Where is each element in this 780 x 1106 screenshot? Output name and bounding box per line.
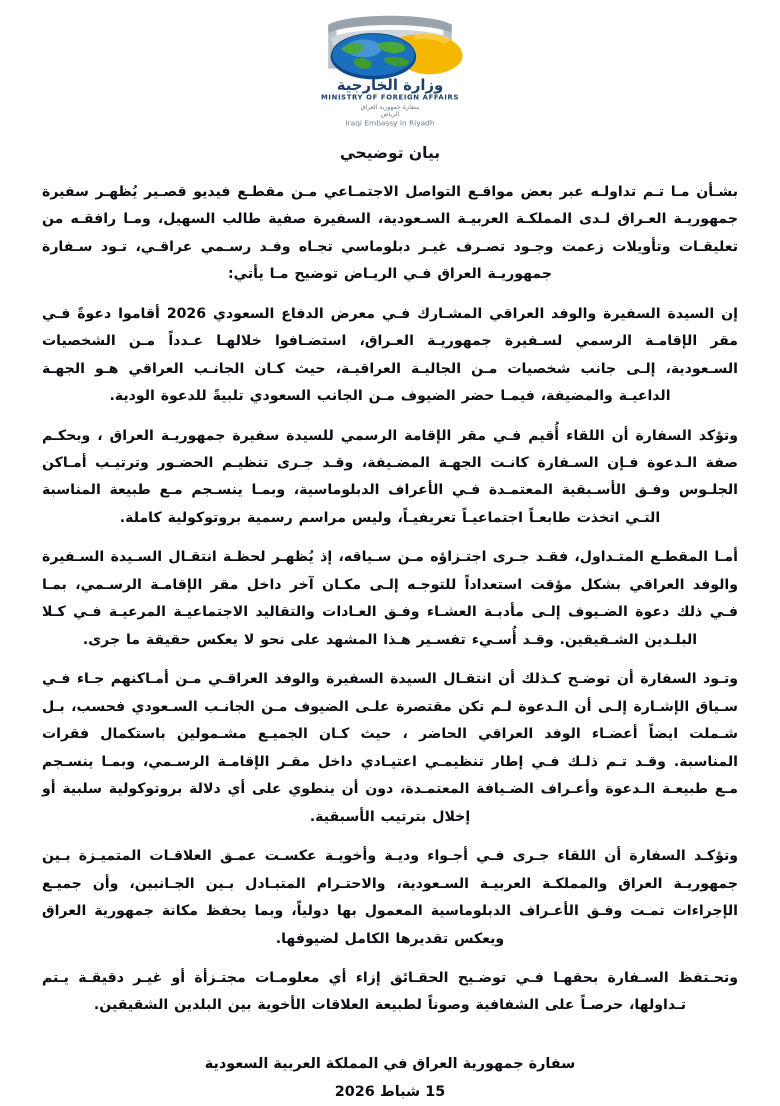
letterhead [0,0,780,130]
paragraph-2: إن السيدة السفيرة والوفد العراقي المشـارك فـي معرض الدفاع السعودي 2026 أقاموا دعوةً فـي مقر الإقامـة الرسمي لسـفيرة جمهوريـة العـراق، استضـافوا خلالهـا عـدداً مـن الشخصيات السـعودية، إلـى جانب شخصيات مـن الجاليـة العراقيـة، حيث كـان الجانـب العراقي هـو الجهـة الداعيـة والمضيفة، فيمـا حضر الضيوف مـن الجانب السعودي تلبيةً للدعوة الودية. [42,305,738,405]
paragraph-4: أمـا المقطـع المتـداول، فقـد جـرى اجتـزاؤه مـن سـياقه، إذ يُظهـر لحظـة انتقـال السـيدة السـفيرة والوفد العراقي بشكل مؤقت استعداداً للتوجـه إلـى مكـان آخر داخل مقر الإقامـة الرسـمي، بمـا فـي ذلك دعوة الضـيوف إلـى مأدبـة العشـاء وفـق العـادات والتقاليد الاجتماعيـة المرعيـة فـي كـلا البلـدين الشـقيقين. وقـد أُسـيء تفسـير هـذا المشهد على نحو لا يعكس حقيقة ما جرى. [42,549,738,648]
emblem-english-ministry: MINISTRY OF FOREIGN AFFAIRS [320,93,460,102]
emblem-arabic-ministry: وزارة الخارجية [336,77,444,94]
emblem-arabic-city: الرياض [380,111,400,119]
paragraph-1: بشـأن مـا تـم تداولـه عبر بعض مواقـع التواصل الاجتمـاعي مـن مقطـع فيديو قصـير يُظهـر سفيرة جمهوريـة العـراق لـدى المملكـة العربيـة السـعودية، السفيرة صفية طالب السهيل، ومـا رافقـه من تعليقـات وتأويلات زعمت وجـود تصـرف غيـر دبلوماسي تجـاه وفـد رسـمي عراقـي، تـود سـفارة جمهوريـة العراق فـي الريـاض توضيح مـا يأتي: [42,183,738,283]
paragraph-3: وتؤكد السفارة أن اللقاء أُقيم فـي مقر الإقامة الرسمي للسيدة سفيرة جمهوريـة العراق ، وبحكـم صفة الـدعوة فـإن السـفارة كانـت الجهـة المضـيفة، وقـد جـرى تنظيـم الحضـور وترتيـب أمـاكن الجلـوس وفـق الأسـبقية المعتمـدة فـي الأعراف الدبلوماسية، وبمـا ينسـجم مـع طبيعة المناسبة التـي اتخذت طابعـاً اجتماعيـاً تعريفيـاً، وليس مراسم رسمية بروتوكولية كاملة. [42,427,738,526]
paragraph-6: وتؤكـد السفارة أن اللقاء جـرى فـي أجـواء وديـة وأخويـة عكسـت عمـق العلاقـات المتميـزة بـين جمهوريـة العراق والمملكـة العربيـة السـعودية، والاحتـرام المتبـادل بـين الجـانبين، وأن جميـع الإجراءات تمـت وفـق الأعـراف الدبلوماسية المعمول بها دولياً، وبما يحفظ مكانة جمهورية العراق ويعكس تقديرها الكامل لضيوفها. [42,848,738,947]
signature-authority: سفارة جمهورية العراق في المملكة العربية السعودية [204,1055,576,1072]
page-title: بيان توضيحي [339,143,441,162]
emblem-english-embassy: Iraqi Embassy in Riyadh [345,118,435,128]
iraqi-ministry-of-foreign-affairs-emblem [295,14,485,130]
paragraph-5: وتـود السفارة أن توضـح كـذلك أن انتقـال السيدة السفيرة والوفد العراقـي مـن أمـاكنهم جـاء فـي سـياق الإشـارة إلـى أن الـدعوة لـم تكن مقتصرة علـى الضيوف مـن الجانـب السـعودي فحسب، بـل شـملت ايضاً أعضـاء الوفد العراقي الحاضر ، حيث كـان الجميـع مشـمولين باستكمال فقرات المناسبة. وقـد تـم ذلـك فـي إطار تنظيمـي اعتيـادي داخل مقـر الإقامـة الرسـمي، وبمـا ينسـجم مـع طبيعـة الـدعوة وأعـراف الضـيافة المعتمـدة، دون أن ينطوي على أي دلالة بروتوكولية سلبية أو إخلال بترتيب الأسبقية. [42,671,738,825]
emblem-globe [331,34,417,80]
emblem-arabic-embassy: سفارة جمهورية العراق [360,104,420,111]
signature-date: 15 شباط 2026 [334,1083,446,1100]
signature-block [0,1050,780,1106]
document-body [0,179,780,1020]
paragraph-7: وتحـتفظ السـفارة بحقهـا فـي توضـيح الحقـائق إزاء أي معلومـات مجتـزأة أو غيـر دقيقـة يـتم تـداولها، حرصـاً على الشفافية وصوناً لطبيعة العلاقات الأخوية بين البلدين الشقيقين. [42,969,738,1014]
